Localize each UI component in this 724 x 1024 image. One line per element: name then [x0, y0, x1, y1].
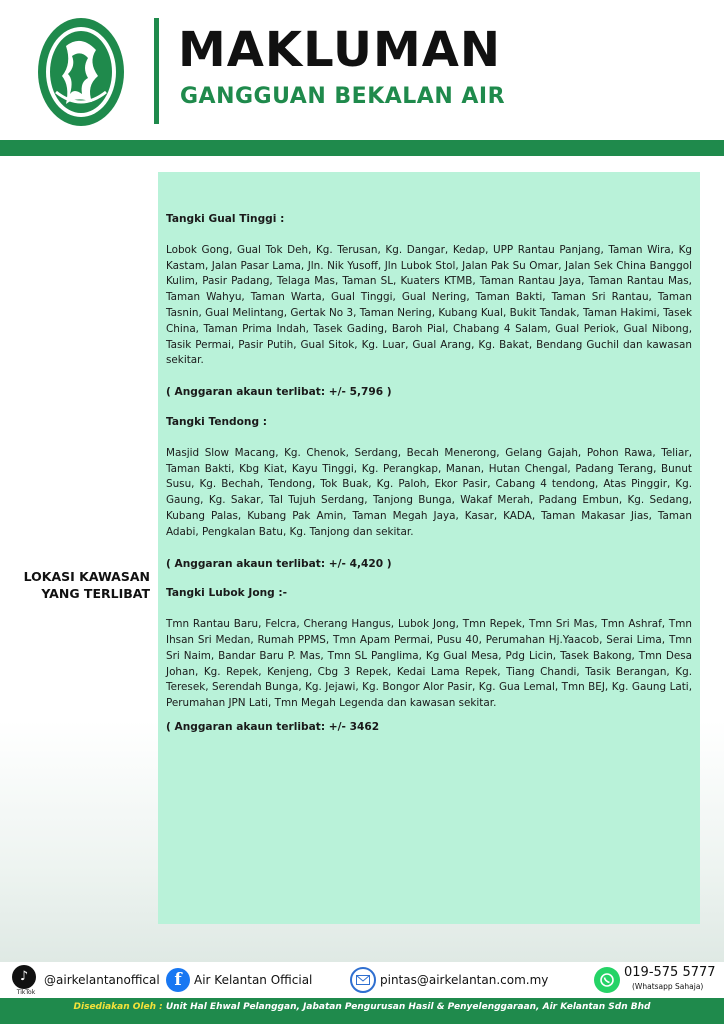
- air-kelantan-logo: [36, 16, 126, 128]
- prepared-by-bar: [0, 998, 724, 1024]
- header: [0, 0, 724, 140]
- email-address: pintas@airkelantan.com.my: [380, 973, 549, 987]
- header-stripe: [0, 140, 724, 156]
- footer: [0, 962, 724, 1024]
- phone-block: [624, 966, 716, 994]
- tiktok-handle: @airkelantanoffical: [44, 973, 160, 987]
- section-estimate: ( Anggaran akaun terlibat: +/- 4,420 ): [166, 557, 392, 570]
- phone-number: 019-575 5777: [624, 965, 716, 980]
- whatsapp-icon: [594, 967, 620, 993]
- page-title: MAKLUMAN: [178, 22, 502, 78]
- mail-icon: [350, 967, 376, 993]
- affected-area-label-line2: YANG TERLIBAT: [41, 586, 150, 601]
- section-areas: Lobok Gong, Gual Tok Deh, Kg. Terusan, Kg. Dangar, Kedap, UPP Rantau Panjang, Taman Wira, Kg Kastam, Jalan Pasar Lama, Jln. Nik Yusoff, Jln Lubok Stol, Jalan Pak Su Omar, Jalan Sek China Banggol Kulim, Pasir Padang, Telaga Mas, Taman SL, Kuaters KTMB, Taman Rantau Jaya, Taman Rantau Mas, Taman Wahyu, Taman Warta, Gual Tinggi, Gual Nering, Taman Bakti, Taman Sri Rantau, Taman Tasnin, Gual Melintang, Gertak No 3, Taman Nering, Kubang Kual, Bukit Tandak, Taman Hakimi, Tasek China, Taman Prima Indah, Tasek Gading, Baroh Pial, Chabang 4 Salam, Gual Periok, Gual Nibong, Tasik Permai, Pasir Putih, Gual Sitok, Kg. Luar, Gual Arang, Kg. Bakat, Bendang Guchil dan kawasan sekitar.: [166, 243, 692, 367]
- prepared-by-label: Disediakan Oleh :: [73, 1002, 163, 1012]
- section-lubok-jong: [166, 586, 692, 735]
- section-gual-tinggi: [166, 212, 692, 401]
- section-heading: Tangki Lubok Jong :-: [166, 587, 288, 600]
- whatsapp-contact[interactable]: [594, 966, 716, 994]
- phone-note: (Whatsapp Sahaja): [632, 982, 704, 991]
- contact-bar: [0, 962, 724, 994]
- section-estimate: ( Anggaran akaun terlibat: +/- 5,796 ): [166, 386, 392, 399]
- section-heading: Tangki Tendong :: [166, 415, 267, 428]
- affected-areas-content: [166, 212, 692, 736]
- affected-areas-panel: [158, 172, 700, 924]
- section-areas: Tmn Rantau Baru, Felcra, Cherang Hangus, Lubok Jong, Tmn Repek, Tmn Sri Mas, Tmn Ashraf, Tmn Ihsan Sri Medan, Rumah PPMS, Tmn Apam Permai, Pusu 40, Perumahan Hj.Yaacob, Serai Lima, Tmn Sri Naim, Bandar Baru P. Mas, Tmn SL Panglima, Kg Gual Mesa, Pdg Licin, Tasek Bakong, Tmn Desa Johan, Kg. Repek, Kenjeng, Cbg 3 Repek, Kedai Lama Repek, Tiang Chandi, Tasik Berangan, Kg. Teresek, Serendah Bunga, Kg. Jejawi, Kg. Bongor Alor Pasir, Kg. Gua Lemal, Tmn BEJ, Kg. Gaung Lati, Perumahan JPN Lati, Tmn Megah Legenda dan kawasan sekitar.: [166, 618, 692, 710]
- section-areas: Masjid Slow Macang, Kg. Chenok, Serdang, Becah Menerong, Gelang Gajah, Pohon Rawa, Teliar, Taman Bakti, Kbg Kiat, Kayu Tinggi, Kg. Perangkap, Manan, Hutan Chengal, Padang Terang, Bunut Susu, Kg. Bechah, Tendong, Tok Buak, Kg. Paloh, Ekor Pasir, Cabang 4 tendong, Atas Pinggir, Kg. Gaung, Kg. Sakar, Tal Tujuh Serdang, Tanjong Bunga, Wakaf Merah, Padang Embun, Kg. Sedang, Kubang Palas, Kubang Pak Amin, Taman Megah Jaya, Kasar, KADA, Taman Makasar Jias, Taman Adabi, Pengkalan Batu, Kg. Tanjong dan sekitar.: [166, 446, 692, 538]
- tiktok-icon: ♪: [12, 965, 36, 989]
- facebook-contact[interactable]: [166, 966, 312, 994]
- affected-area-label: [0, 568, 150, 602]
- page-subtitle: GANGGUAN BEKALAN AIR: [180, 84, 506, 109]
- affected-area-label-line1: LOKASI KAWASAN: [23, 569, 150, 584]
- header-divider: [154, 18, 159, 124]
- facebook-name: Air Kelantan Official: [194, 973, 313, 987]
- tiktok-caption: TikTok: [16, 988, 36, 996]
- prepared-by-text: [0, 1002, 724, 1012]
- tiktok-contact[interactable]: [12, 966, 160, 994]
- prepared-by-value: Unit Hal Ehwal Pelanggan, Jabatan Pengurusan Hasil & Penyelenggaraan, Air Kelantan Sdn Bhd: [165, 1002, 651, 1012]
- tiktok-icon-wrap: [12, 965, 40, 996]
- section-tendong: [166, 415, 692, 572]
- facebook-icon: f: [166, 968, 190, 992]
- section-estimate: ( Anggaran akaun terlibat: +/- 3462: [166, 720, 380, 733]
- section-heading: Tangki Gual Tinggi :: [166, 213, 285, 225]
- email-contact[interactable]: [350, 966, 548, 994]
